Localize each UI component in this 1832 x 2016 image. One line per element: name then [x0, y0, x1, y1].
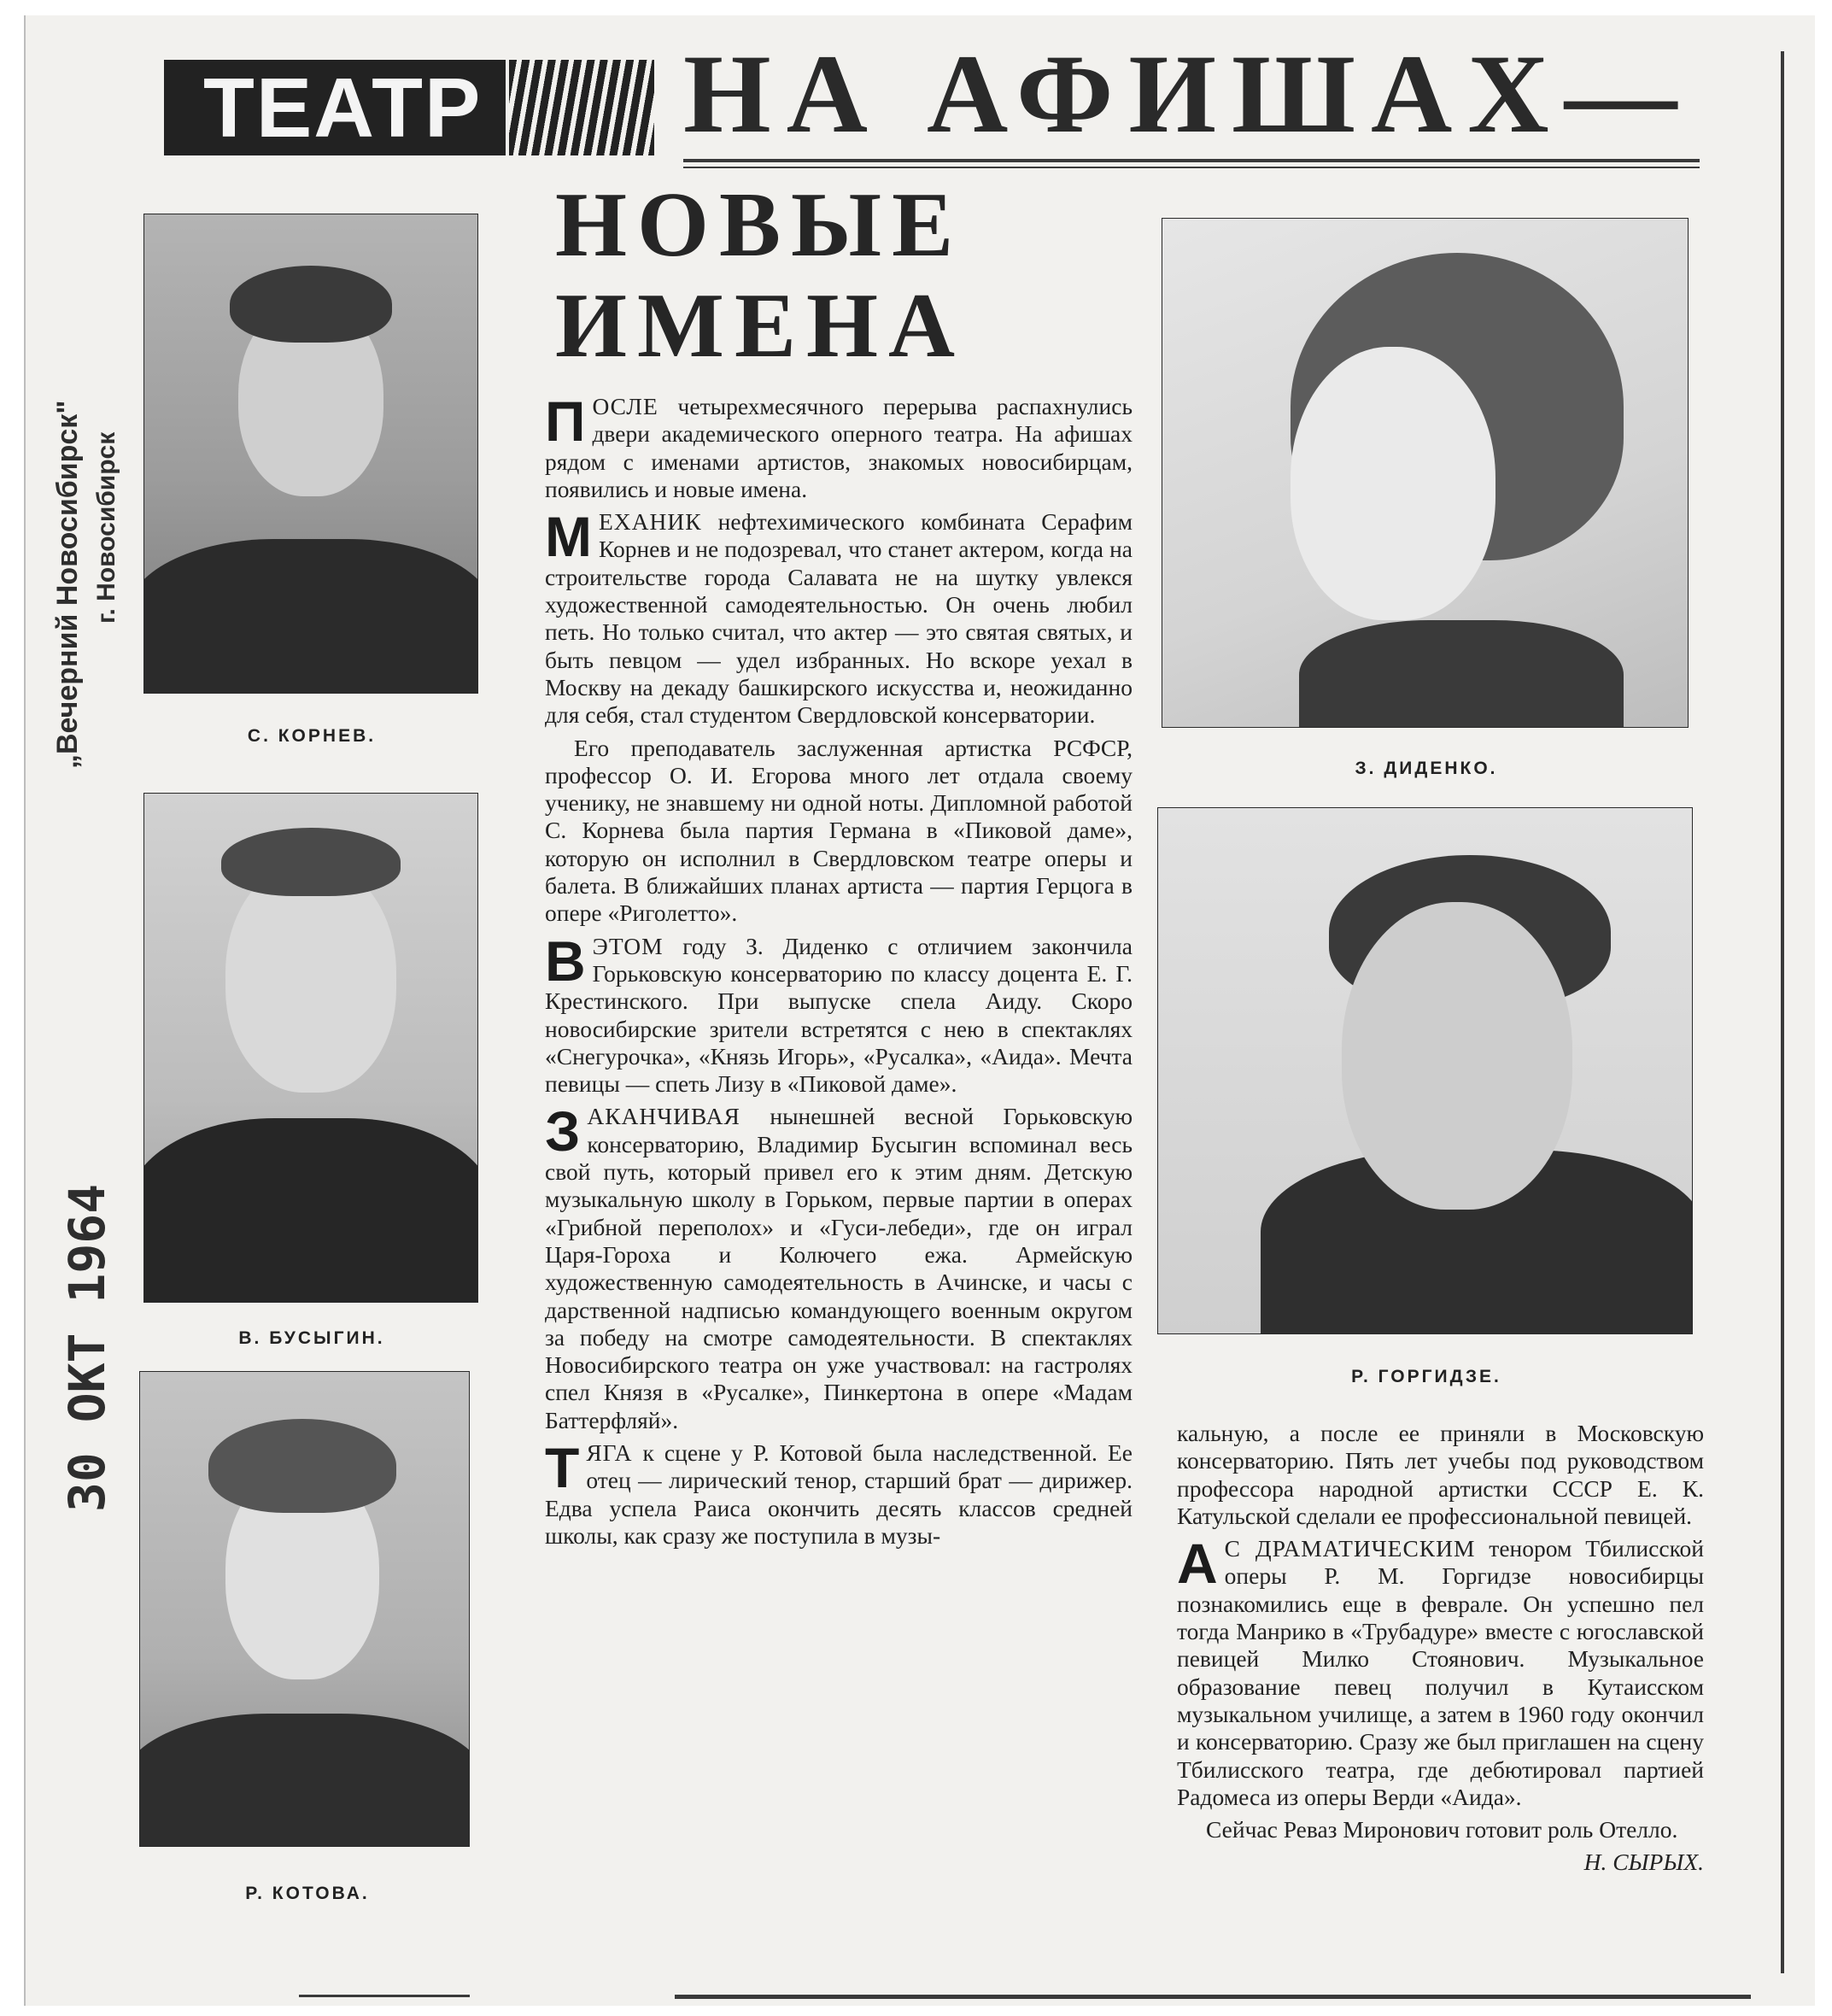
bottom-rule [675, 1995, 1751, 1999]
caption-gorgidze: Р. ГОРГИДЗЕ. [1351, 1367, 1501, 1386]
paragraph-kornev-teacher: Его преподаватель заслуженная артистка РСФСР, профессор О. И. Егорова много лет отдала своему ученику, не знавшему ни одной ноты. Дипломной работой С. Корнева была партия Германа в «Пиковой даме», которую он исполнил в Свердловском театре оперы и балета. В ближайших планах артиста — партия Герцога в опере «Риголетто». [545, 734, 1133, 927]
article-column-center [545, 393, 1133, 1995]
paragraph-kornev [545, 505, 1133, 729]
section-label: ТЕАТР [164, 60, 506, 155]
lead-word: ЕХАНИК [598, 508, 702, 536]
photo-kornev [143, 214, 478, 694]
caption-didenko: З. ДИДЕНКО. [1355, 759, 1498, 778]
caption-kotova: Р. КОТОВА. [245, 1884, 370, 1903]
paragraph-text: к сцене у Р. Котовой была наследственной. Ее отец — лирический тенор, старший брат — дирижер. Едва успела Раиса окончить десять классов средней школы, как сразу же поступила в музы- [545, 1439, 1133, 1549]
paragraph-didenko [545, 929, 1133, 1099]
dropcap: Т [545, 1435, 580, 1499]
paragraph-gorgidze [1177, 1532, 1704, 1811]
paragraph-closing: Сейчас Реваз Миронович готовит роль Отелло. [1206, 1816, 1678, 1843]
dropcap: А [1177, 1532, 1218, 1596]
lead-word: ОСЛЕ [592, 393, 658, 419]
city-name: г. Новосибирск [92, 431, 120, 624]
dropcap: В [545, 929, 586, 993]
paragraph-text: году З. Диденко с отличием закончила Горьковскую консерваторию по классу доцента Е. Г. Крестинского. При выпуске спела Аиду. Скоро новосибирские зрители встретятся с нею в спектаклях «Снегурочка», «Князь Игорь», «Русалка», «Аида». Мечта певицы — спеть Лизу в «Пиковой даме». [545, 932, 1133, 1098]
dropcap: П [545, 393, 586, 453]
caption-busygin: В. БУСЫГИН. [238, 1328, 385, 1348]
date-stamp: 30 ОКТ 1964 [58, 1183, 116, 1512]
lead-word: С ДРАМАТИЧЕСКИМ [1224, 1535, 1476, 1562]
article-column-right [1177, 1420, 1704, 1966]
photo-busygin [143, 793, 478, 1303]
author-signature: Н. СЫРЫХ. [1583, 1849, 1704, 1876]
paragraph-text: нынешней весной Горьковскую консерваторию, Владимир Бусыгин вспоминал весь свой путь, который привел его к этим дням. Детскую музыкальную школу в Горьком, первые партии в операх «Грибной переполох» и «Гуси-лебеди», где он играл Царя-Гороха и Колючего ежа. Армейскую художественную самодеятельность в Ачинске, и часы с дарственной надписью командующего военным округом за победу на смотре самодеятельности. В спектаклях Новосибирского театра он уже участвовал: на гастролях спел Князя в «Русалке», Пинкертона в опере «Мадам Баттерфляй». [545, 1103, 1133, 1433]
photo-didenko [1162, 218, 1689, 728]
lead-word: АКАНЧИВАЯ [587, 1103, 740, 1130]
paragraph-intro [545, 393, 1133, 503]
dropcap: М [545, 505, 592, 569]
subtitle-line-1: НОВЫЕ [555, 174, 964, 276]
paragraph-kotova [545, 1435, 1133, 1550]
main-title: НА АФИШАХ— [683, 34, 1693, 154]
subtitle [555, 175, 1119, 384]
photo-gorgidze [1157, 807, 1693, 1334]
dropcap: З [545, 1099, 581, 1163]
subtitle-line-2: ИМЕНА [555, 275, 965, 377]
paragraph-kotova-continued: кальную, а после ее приняли в Московскую консерваторию. Пять лет учебы под руководством профессора народной артистки СССР Е. К. Катульской сделали ее профессиональной певицей. [1177, 1420, 1704, 1529]
right-border-rule [1781, 51, 1784, 1973]
bottom-rule [299, 1995, 470, 1997]
photo-kotova [139, 1371, 470, 1847]
paragraph-text: четырехмесячного перерыва распахнулись двери академического оперного театра. На афишах рядом с именами артистов, знакомых новосибирцам, появились и новые имена. [545, 393, 1133, 502]
title-rule [683, 159, 1700, 162]
paragraph-text: нефтехимического комбината Серафим Корнев и не подозревал, что станет актером, когда на строительстве города Салавата не на шутку увлекся художественной самодеятельностью. Он очень любил петь. Но только считал, что актер — это святая святых, и быть певцом — удел избранных. Но вскоре уехал в Москву на декаду башкирского искусства и, неожиданно для себя, стал студентом Свердловской консерватории. [545, 508, 1133, 729]
paragraph-text: тенором Тбилисской оперы Р. М. Горгидзе новосибирцы познакомились еще в феврале. Он успешно пел тогда Манрико в «Трубадуре» вместе с югославской певицей Милко Стоянович. Музыкальное образование певец получил в Кутаисском музыкальном училище, а затем в 1960 году окончил и консерваторию. Сразу же был приглашен на сцену Тбилисского театра, где дебютировал партией Радомеса из оперы Верди «Аида». [1177, 1535, 1704, 1810]
newspaper-name: „Вечерний Новосибирск" [51, 400, 84, 769]
caption-kornev: С. КОРНЕВ. [247, 726, 377, 746]
title-rule-thin [683, 167, 1700, 168]
section-label-stripes [509, 60, 654, 155]
paragraph-busygin [545, 1099, 1133, 1434]
lead-word: ЭТОМ [592, 932, 664, 959]
lead-word: ЯГА [586, 1439, 633, 1466]
